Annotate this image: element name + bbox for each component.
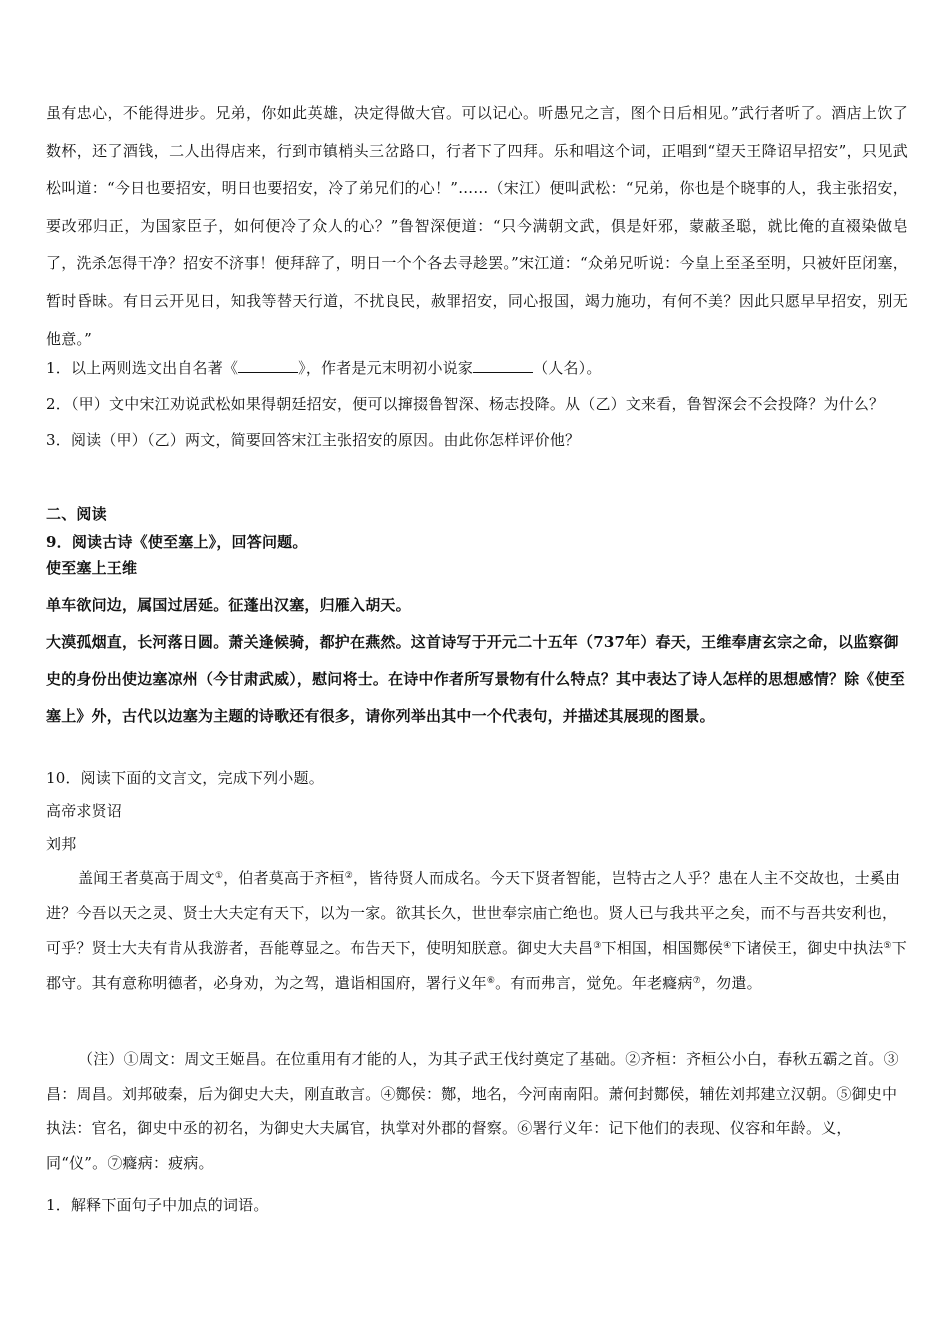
q8-1-mid: 》，作者是元末明初小说家 [298, 359, 474, 377]
answer-blank-book[interactable] [238, 358, 298, 373]
passage-b [46, 95, 908, 358]
classical-text-paragraph [46, 861, 908, 1001]
body-h: ，勿遣。 [700, 974, 762, 992]
note-mark-7: ⑦ [692, 976, 701, 986]
note-mark-3: ③ [593, 941, 602, 951]
body-c: ，皆待贤人而成名。今天下贤者智能，岂特古之人乎？患在人主不交故也，士奚由进？今吾以天之灵、贤士大夫定有天下，以为一家。欲其长久，世世奉宗庙亡绝也。贤人已与我共平之矣，而不与吾共安利也，可乎？贤士大夫有肯从我游者，吾能尊显之。布告天下，使明知朕意。御史大夫昌 [46, 869, 901, 957]
poem-line-1: 单车欲问边，属国过居延。征蓬出汉塞，归雁入胡天。 [46, 596, 411, 614]
annotation-notes [46, 1042, 908, 1180]
poem-title: 使至塞上王维 [46, 559, 138, 577]
q8-1-post: （人名）。 [533, 359, 602, 377]
question-8-1 [46, 350, 908, 386]
notes-text: （注）①周文：周文王姬昌。在位重用有才能的人，为其子武王伐纣奠定了基础。②齐桓：齐桓公小白，春秋五霸之首。③昌：周昌。刘邦破秦，后为御史大夫，刚直敢言。④酂侯：酂，地名，今河南南阳。萧何封酂侯，辅佐刘邦建立汉朝。⑤御史中执法：官名，御史中丞的初名，为御史大夫属官，执掌对外郡的督察。⑥署行义年：记下他们的表现、仪容和年龄。义，同“仪”。⑦癃病：疲病。 [46, 1050, 899, 1172]
section-heading: 二、阅读 [46, 505, 107, 523]
poem-rest: 大漠孤烟直，长河落日圆。萧关逢候骑，都护在燕然。这首诗写于开元二十五年（737年）春天，王维奉唐玄宗之命，以监察御史的身份出使边塞凉州（今甘肃武威），慰问将士。在诗中作者所写景物有什么特点？其中表达了诗人怎样的思想感情？除《使至塞上》外，古代以边塞为主题的诗歌还有很多，请你列举出其中一个代表句，并描述其展现的图景。 [46, 633, 905, 725]
question-8-2: 2．（甲）文中宋江劝说武松如果得朝廷招安，便可以撺掇鲁智深、杨志投降。从（乙）文来看，鲁智深会不会投降？为什么？ [46, 395, 885, 413]
body-d: 下相国，相国酂侯 [601, 939, 724, 957]
question-9-title: 9．阅读古诗《使至塞上》，回答问题。 [46, 533, 308, 551]
body-a: 盖闻王者莫高于周文 [78, 869, 215, 887]
question-10-title: 10．阅读下面的文言文，完成下列小题。 [46, 769, 324, 787]
sub-question-1 [46, 1190, 908, 1220]
note-mark-1: ① [214, 871, 224, 881]
note-mark-5: ⑤ [883, 941, 892, 951]
answer-blank-author[interactable] [473, 358, 533, 373]
classical-text-body [46, 861, 908, 1001]
question-10-block [46, 762, 908, 861]
sub-question-1-text: 1．解释下面句子中加点的词语。 [46, 1196, 269, 1214]
body-f: 下郡守。其有意称明德者，必身劝，为之驾，遣诣相国府，署行义年 [46, 939, 907, 992]
body-e: 下诸侯王，御史中执法 [731, 939, 884, 957]
section-2 [46, 500, 908, 556]
note-mark-4: ④ [723, 941, 732, 951]
body-b: ，伯者莫高于齐桓 [223, 869, 345, 887]
question-8-3: 3．阅读（甲）（乙）两文，简要回答宋江主张招安的原因。由此你怎样评价他？ [46, 431, 581, 449]
passage-b-text: 虽有忠心，不能得进步。兄弟，你如此英雄，决定得做大官。可以记心。听愚兄之言，图个日后相见。”武行者听了。酒店上饮了数杯，还了酒钱，二人出得店来，行到市镇梢头三岔路口，行者下了四拜。乐和唱这个词，正唱到“望天王降诏早招安”，只见武松叫道：“今日也要招安，明日也要招安，冷了弟兄们的心！”……（宋江）便叫武松：“兄弟，你也是个晓事的人，我主张招安，要改邪归正，为国家臣子，如何便冷了众人的心？”鲁智深便道：“只今满朝文武，俱是奸邪，蒙蔽圣聪，就比俺的直裰染做皂了，洗杀怎得干净？招安不济事！便拜辞了，明日一个个各去寻趁罢。”宋江道：“众弟兄听说：今皇上至圣至明，只被奸臣闭塞，暂时昏昧。有日云开见日，知我等替天行道，不扰良民，赦罪招安，同心报国，竭力施功，有何不美？因此只愿早早招安，别无他意。” [46, 104, 908, 348]
note-mark-2: ② [344, 871, 353, 881]
classical-text-title: 高帝求贤诏 [46, 802, 123, 820]
poem-block [46, 550, 908, 735]
q8-1-pre: 1．以上两则选文出自名著《 [46, 359, 239, 377]
classical-text-author: 刘邦 [46, 835, 77, 853]
question-8-block [46, 350, 908, 458]
body-g: 。有而弗言，觉免。年老癃病 [495, 974, 693, 992]
note-mark-6: ⑥ [486, 976, 496, 986]
